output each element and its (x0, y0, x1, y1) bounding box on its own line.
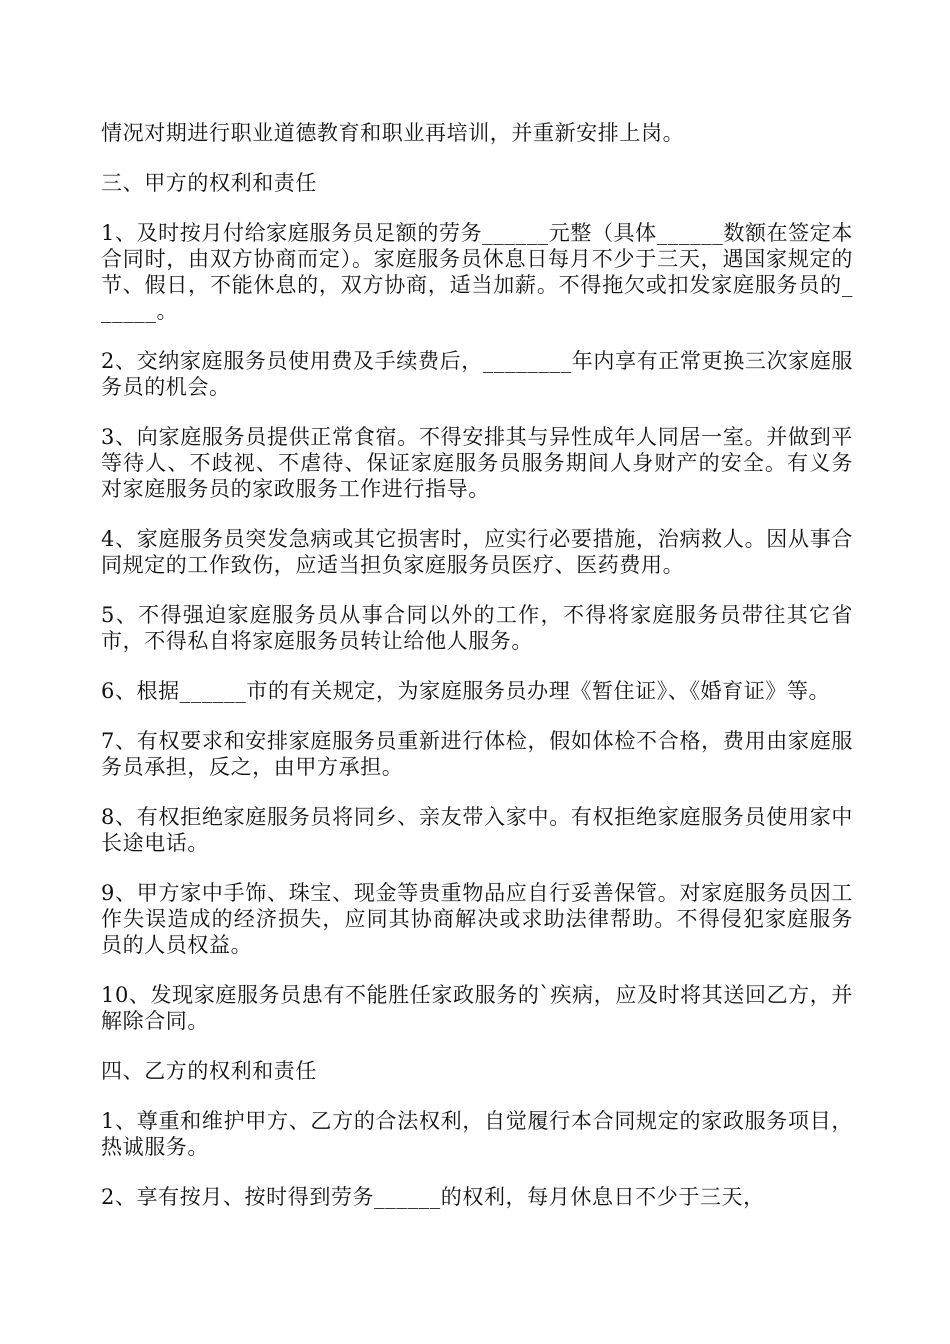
clause-a-10: 10、发现家庭服务员患有不能胜任家政服务的`疾病，应及时将其送回乙方，并解除合同。 (101, 983, 853, 1033)
clause-a-9: 9、甲方家中手饰、珠宝、现金等贵重物品应自行妥善保管。对家庭服务员因工作失误造成的经济损失，应同其协商解决或求助法律帮助。不得侵犯家庭服务员的人员权益。 (101, 881, 853, 957)
clause-b-2: 2、享有按月、按时得到劳务______的权利，每月休息日不少于三天， (101, 1185, 765, 1209)
paragraph-continuation: 情况对期进行职业道德教育和职业再培训，并重新安排上岗。 (101, 121, 685, 145)
clause-a-3: 3、向家庭服务员提供正常食宿。不得安排其与异性成年人同居一室。并做到平等待人、不歧视、不虐待、保证家庭服务员服务期间人身财产的安全。有义务对家庭服务员的家政服务工作进行指导。 (101, 425, 853, 501)
section-heading-party-a: 三、甲方的权利和责任 (101, 171, 317, 195)
clause-a-2: 2、交纳家庭服务员使用费及手续费后，________年内享有正常更换三次家庭服务员的机会。 (101, 349, 853, 399)
clause-a-8: 8、有权拒绝家庭服务员将同乡、亲友带入家中。有权拒绝家庭服务员使用家中长途电话。 (101, 805, 853, 855)
clause-a-4: 4、家庭服务员突发急病或其它损害时，应实行必要措施，治病救人。因从事合同规定的工作致伤，应适当担负家庭服务员医疗、医药费用。 (101, 527, 853, 577)
clause-a-1: 1、及时按月付给家庭服务员足额的劳务______元整（具体______数额在签定本合同时，由双方协商而定）。家庭服务员休息日每月不少于三天，遇国家规定的节、假日，不能休息的，双方协商，适当加薪。不得拖欠或扣发家庭服务员的______。 (101, 221, 853, 323)
document-body (101, 120, 853, 1234)
clause-a-5: 5、不得强迫家庭服务员从事合同以外的工作，不得将家庭服务员带往其它省市，不得私自将家庭服务员转让给他人服务。 (101, 603, 853, 653)
clause-b-1: 1、尊重和维护甲方、乙方的合法权利，自觉履行本合同规定的家政服务项目，热诚服务。 (101, 1109, 853, 1159)
clause-a-6: 6、根据______市的有关规定，为家庭服务员办理《暂住证》、《婚育证》等。 (101, 679, 831, 703)
clause-a-7: 7、有权要求和安排家庭服务员重新进行体检，假如体检不合格，费用由家庭服务员承担，反之，由甲方承担。 (101, 729, 853, 779)
section-heading-party-b: 四、乙方的权利和责任 (101, 1059, 317, 1083)
